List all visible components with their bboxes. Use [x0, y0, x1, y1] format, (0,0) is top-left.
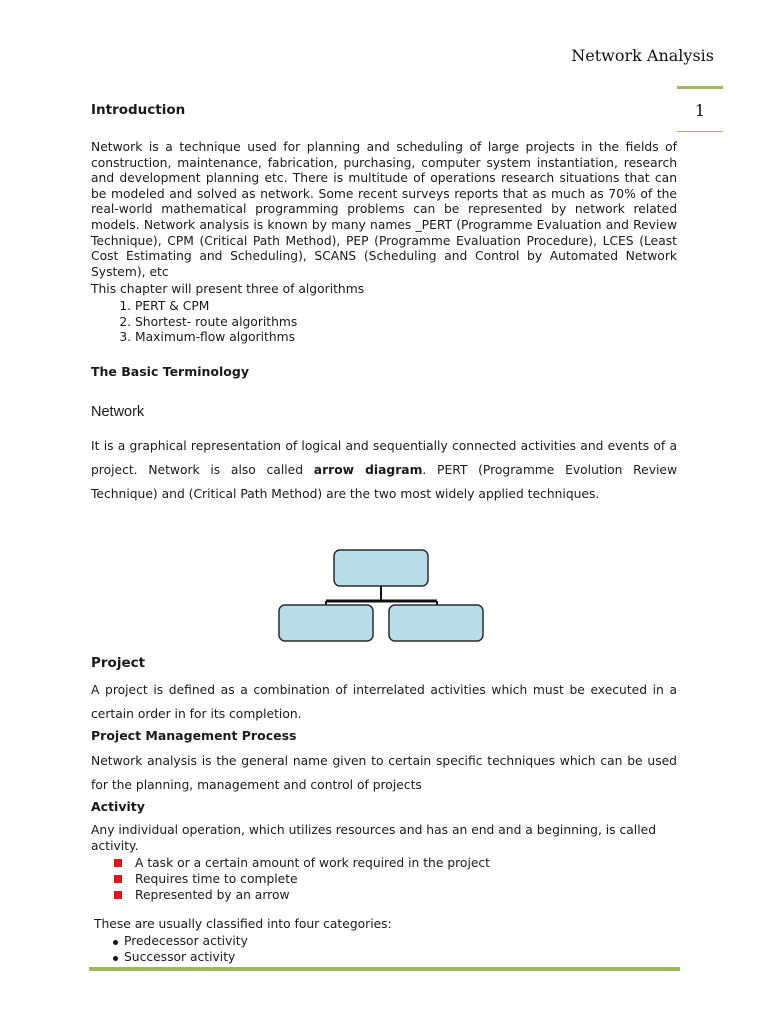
project-paragraph: A project is defined as a combination of interrelated activities which must be executed in a certain order in for its completion.	[91, 683, 677, 721]
list-item: 2. Shortest- route algorithms	[135, 315, 297, 331]
square-bullet-icon	[114, 891, 122, 899]
diagram-right-box	[389, 605, 483, 641]
list-item: 1. PERT & CPM	[135, 299, 297, 315]
project-management-paragraph: Network analysis is the general name given to certain specific techniques which can be used for the planning, management and control of projects	[91, 754, 677, 792]
list-item	[113, 887, 490, 903]
categories-list	[112, 933, 248, 965]
algorithms-list	[91, 299, 297, 346]
intro-paragraph: Network is a technique used for planning and scheduling of large projects in the fields of construction, maintenance, fabrication, purchasing, computer system instantiation, research and development planning etc. There is multitude of operations research situations that can be modeled and solved as network. Some recent surveys reports that as much as 70% of the real-world mathematical programming problems can be represented by network related models. Network analysis is known by many names _PERT (Programme Evaluation and Review Technique), CPM (Critical Path Method), PEP (Programme Evaluation Procedure), LCES (Least Cost Estimating and Scheduling), SCANS (Scheduling and Control by Automated Network System), etc	[91, 140, 677, 279]
chapter-summary-line: This chapter will present three of algorithms	[91, 282, 365, 296]
network-paragraph	[91, 434, 677, 506]
categories-intro: These are usually classified into four categories:	[94, 917, 392, 931]
running-title: Network Analysis	[571, 46, 714, 65]
list-item	[113, 855, 490, 871]
network-text-before: It is a graphical representation of logical and sequentially connected activities and events of a project. Network is also called	[91, 439, 677, 477]
diagram-top-box	[334, 550, 428, 586]
diagram-left-box	[279, 605, 373, 641]
list-item	[112, 949, 248, 965]
activity-paragraph: Any individual operation, which utilizes resources and has an end and a beginning, is called activity.	[91, 823, 657, 853]
hierarchy-diagram	[276, 548, 488, 644]
bullet-text: A task or a certain amount of work required in the project	[135, 856, 491, 870]
list-item	[112, 933, 248, 949]
round-bullet-icon	[113, 956, 118, 961]
round-bullet-icon	[113, 940, 118, 945]
list-item: 3. Maximum-flow algorithms	[135, 330, 297, 346]
bullet-text: Predecessor activity	[124, 934, 248, 948]
list-item	[113, 871, 490, 887]
subheading-network: Network	[91, 404, 145, 420]
header-accent-line	[677, 86, 723, 89]
arrow-diagram-term: arrow diagram	[313, 463, 423, 477]
bullet-text: Represented by an arrow	[135, 888, 290, 902]
header-accent-line-thin	[677, 131, 723, 132]
section-heading-introduction: Introduction	[91, 102, 186, 118]
footer-accent-line	[89, 967, 680, 971]
page-number: 1	[694, 101, 706, 120]
subheading-project: Project	[91, 655, 146, 671]
activity-bullet-list	[113, 855, 490, 903]
square-bullet-icon	[114, 875, 122, 883]
section-heading-basic-terminology: The Basic Terminology	[91, 364, 249, 379]
subheading-project-management-process: Project Management Process	[91, 728, 297, 743]
square-bullet-icon	[114, 859, 122, 867]
bullet-text: Requires time to complete	[135, 872, 298, 886]
network-text-after: . PERT (Programme Evolution Review Technique) and (Critical Path Method) are the two most widely applied techniques.	[91, 463, 678, 501]
subheading-activity: Activity	[91, 799, 145, 814]
bullet-text: Successor activity	[124, 950, 236, 964]
